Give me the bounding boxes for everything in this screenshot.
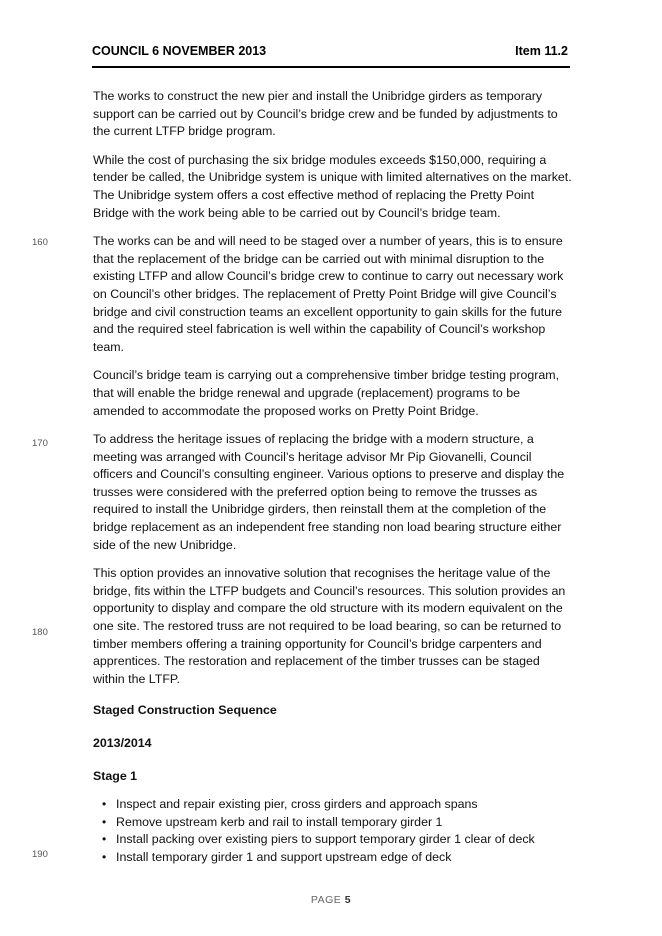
text-line: opportunity to display and compare the old structure with its modern equivalent on the — [93, 601, 563, 616]
header-meeting-date: COUNCIL 6 NOVEMBER 2013 — [92, 44, 267, 58]
page-header — [92, 40, 570, 68]
list-item — [93, 796, 571, 814]
text-line: bridge, fits within the LTFP budgets and Council’s resources. This solution provides an — [93, 583, 566, 598]
text-line: The works can be and will need to be staged over a number of years, this is to ensure — [93, 234, 563, 249]
paragraph-funding — [93, 88, 571, 141]
text-line: that the replacement of the bridge can be carried out with minimal disruption to the — [93, 251, 545, 266]
text-line: and the required steel fabrication is well within the capability of Council’s workshop — [93, 322, 546, 337]
text-line: required to install the Unibridge girders, then reinstall them at the completion of the — [93, 502, 547, 517]
bullet-icon: • — [102, 849, 107, 864]
text-line: meeting was arranged with Council’s heritage advisor Mr Pip Giovanelli, Council — [93, 449, 532, 464]
bullet-icon: • — [102, 832, 107, 847]
text-line: bridge replacement as an independent free standing non load bearing structure either — [93, 520, 562, 535]
text-line: existing LTFP and allow Council’s bridge crew to continue to carry out necessary work — [93, 269, 564, 284]
list-item — [93, 831, 571, 849]
page-number: 5 — [344, 894, 352, 906]
list-item — [93, 849, 571, 867]
section-heading: Staged Construction Sequence — [93, 703, 277, 718]
list-item-text: Inspect and repair existing pier, cross girders and approach spans — [116, 797, 478, 812]
list-item-text: Remove upstream kerb and rail to install temporary girder 1 — [116, 814, 443, 829]
paragraph-tender — [93, 152, 571, 222]
text-line: The Unibridge system offers a cost effective method of replacing the Pretty Point — [93, 187, 535, 202]
text-line: Council’s bridge team is carrying out a comprehensive timber bridge testing program, — [93, 368, 560, 383]
list-item-text: Install packing over existing piers to support temporary girder 1 clear of deck — [116, 832, 535, 847]
text-line: tender be called, the Unibridge system is unique with limited alternatives on the market. — [93, 170, 572, 185]
text-line: trusses were considered with the preferred option being to remove the trusses as — [93, 484, 538, 499]
paragraph-testing-program — [93, 367, 571, 420]
text-line: To address the heritage issues of replacing the bridge with a modern structure, a — [93, 432, 534, 447]
text-line: within the LTFP. — [93, 671, 181, 686]
line-number-170: 170 — [32, 438, 48, 449]
page-label: PAGE — [310, 894, 342, 906]
text-line: amended to accommodate the proposed works on Pretty Point Bridge. — [93, 403, 479, 418]
line-number-160: 160 — [32, 237, 48, 248]
paragraph-solution — [93, 565, 571, 688]
page-footer — [0, 894, 662, 906]
text-line: apprentices. The restoration and replacement of the timber trusses can be staged — [93, 654, 540, 669]
text-line: While the cost of purchasing the six bridge modules exceeds $150,000, requiring a — [93, 152, 547, 167]
text-line: on Council’s other bridges. The replacement of Pretty Point Bridge will give Council’s — [93, 286, 557, 301]
line-number-190: 190 — [32, 849, 48, 860]
text-line: that will enable the bridge renewal and upgrade (replacement) programs to be — [93, 385, 521, 400]
header-item-number: Item 11.2 — [515, 44, 568, 58]
list-item-text: Install temporary girder 1 and support upstream edge of deck — [116, 849, 452, 864]
text-line: The works to construct the new pier and install the Unibridge girders as temporary — [93, 89, 543, 103]
text-line: side of the new Unibridge. — [93, 537, 237, 552]
text-line: one site. The restored truss are not required to be load bearing, so can be returned to — [93, 619, 562, 634]
text-line: officers and Council’s consulting engineer. Various options to preserve and display the — [93, 467, 565, 482]
line-number-180: 180 — [32, 627, 48, 638]
text-line: support can be carried out by Council’s bridge crew and be funded by adjustments to — [93, 106, 558, 121]
bullet-icon: • — [102, 797, 107, 812]
list-item — [93, 814, 571, 832]
bullet-icon: • — [102, 814, 107, 829]
text-line: team. — [93, 339, 124, 354]
paragraph-heritage — [93, 431, 571, 554]
text-line: Bridge with the work being able to be carried out by Council’s bridge team. — [93, 205, 501, 220]
text-line: bridge and civil construction teams an excellent opportunity to gain skills for the future — [93, 304, 563, 319]
text-line: This option provides an innovative solution that recognises the heritage value of the — [93, 566, 551, 581]
document-body — [93, 88, 571, 867]
paragraph-staging — [93, 233, 571, 356]
stage-1-task-list — [93, 796, 571, 866]
stage-heading: Stage 1 — [93, 768, 138, 783]
year-heading: 2013/2014 — [93, 736, 152, 750]
text-line: timber members offering a training opportunity for Council’s bridge carpenters and — [93, 636, 542, 651]
text-line: the current LTFP bridge program. — [93, 124, 276, 139]
